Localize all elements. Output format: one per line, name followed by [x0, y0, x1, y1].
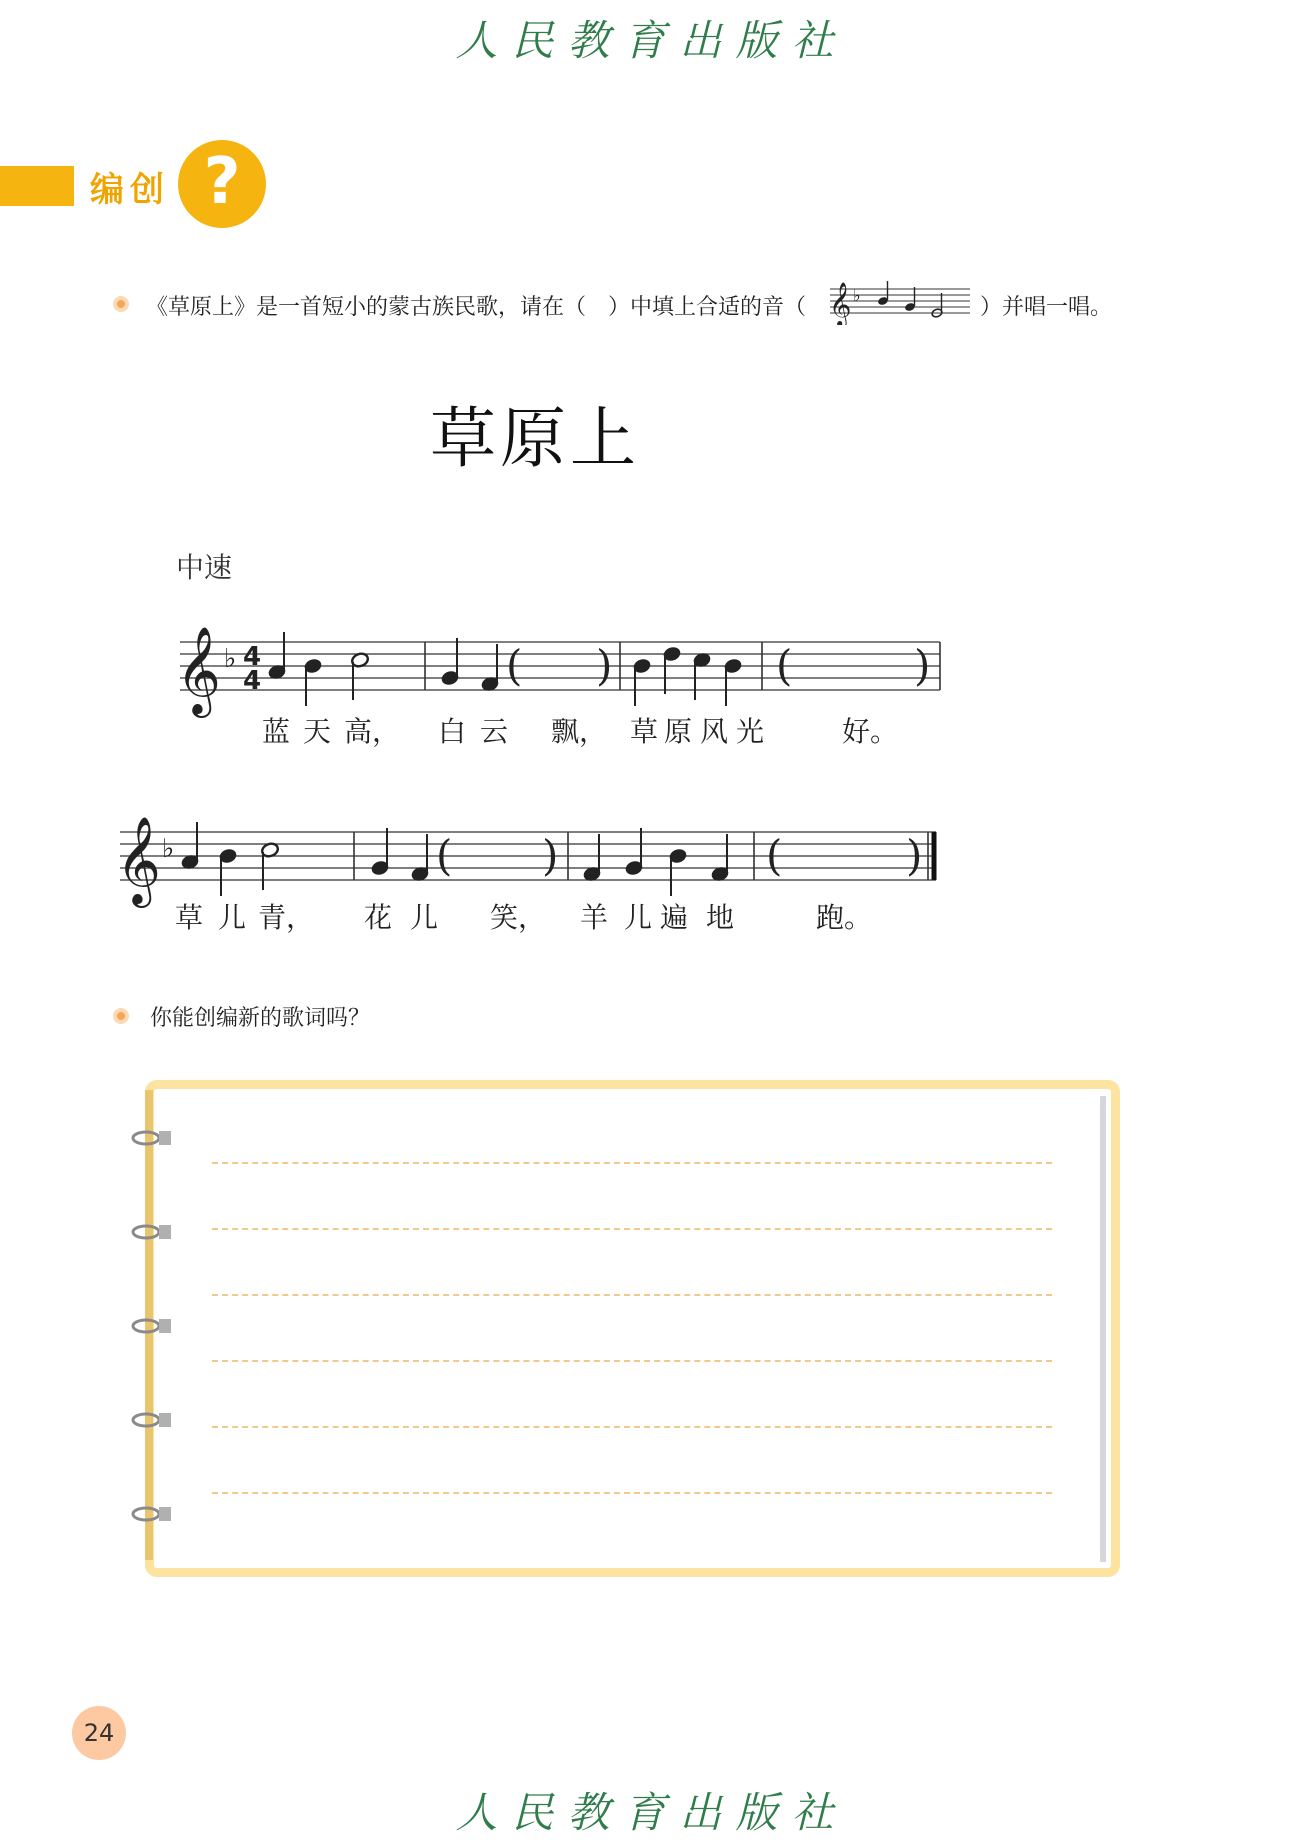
spiral-ring-icon: [131, 1222, 175, 1242]
lyric-13: 儿: [218, 901, 247, 934]
section-bar: [0, 166, 74, 206]
instruction-2-text: 你能创编新的歌词吗？: [150, 1006, 371, 1031]
lyric-12: 草: [175, 901, 204, 934]
lyric-15: 花: [364, 901, 393, 934]
treble-clef-icon: 𝄞: [829, 282, 852, 325]
music-staff-line-2: [110, 800, 940, 910]
svg-text:): ): [596, 641, 613, 690]
svg-text:(: (: [776, 641, 793, 690]
lyrics-notebook: [145, 1080, 1120, 1577]
song-title: 草原上: [430, 400, 640, 477]
music-staff-line-1: [170, 610, 950, 720]
lyric-22: 跑。: [816, 901, 873, 934]
spiral-ring-icon: [131, 1316, 175, 1336]
lyric-17: 笑，: [490, 901, 547, 934]
lyric-11: 好。: [842, 715, 899, 748]
instruction-1-text: 《草原上》是一首短小的蒙古族民歌，请在（ ）中填上合适的音（: [146, 295, 807, 320]
svg-text:(: (: [436, 831, 453, 880]
lyric-7: 草: [630, 715, 659, 748]
svg-text:): ): [906, 831, 923, 880]
lyric-20: 遍: [660, 901, 689, 934]
publisher-header: 人民教育出版社: [455, 16, 848, 65]
lyric-14: 青，: [258, 901, 315, 934]
lyric-19: 儿: [624, 901, 653, 934]
svg-text:(: (: [766, 831, 783, 880]
treble-clef-icon: 𝄞: [176, 625, 221, 714]
spiral-ring-icon: [131, 1128, 175, 1148]
mini-staff-notes: [825, 275, 975, 325]
lyric-2: 天: [303, 715, 332, 748]
writing-line[interactable]: [212, 1492, 1052, 1494]
instruction-1-end: ）并唱一唱。: [980, 295, 1113, 320]
lyric-10: 光: [736, 715, 765, 748]
svg-text:♭: ♭: [853, 286, 861, 305]
spiral-ring-icon: [131, 1410, 175, 1430]
svg-text:): ): [914, 641, 931, 690]
lyric-3: 高，: [344, 715, 401, 748]
writing-line[interactable]: [212, 1360, 1052, 1362]
lyric-8: 原: [664, 715, 693, 748]
writing-line[interactable]: [212, 1294, 1052, 1296]
tempo-marking: 中速: [176, 551, 233, 584]
writing-line[interactable]: [212, 1162, 1052, 1164]
writing-line[interactable]: [212, 1228, 1052, 1230]
page-number: 24: [72, 1706, 126, 1760]
lyric-21: 地: [706, 901, 735, 934]
svg-text:♭: ♭: [162, 834, 175, 864]
svg-text:♭: ♭: [224, 644, 237, 674]
section-title: 编创: [90, 170, 170, 210]
lyric-9: 风: [700, 715, 729, 748]
svg-text:4: 4: [243, 642, 262, 672]
lyric-16: 儿: [410, 901, 439, 934]
orange-dot-icon: [113, 1008, 129, 1024]
lyric-5: 云: [480, 715, 509, 748]
lyric-18: 羊: [580, 901, 609, 934]
publisher-footer: 人民教育出版社: [455, 1788, 848, 1837]
spiral-ring-icon: [131, 1504, 175, 1524]
svg-text:4: 4: [243, 666, 262, 696]
lyric-1: 蓝: [262, 715, 291, 748]
lyric-4: 白: [438, 715, 467, 748]
svg-text:): ): [542, 831, 559, 880]
notebook-page-edge: [1100, 1096, 1106, 1562]
writing-line[interactable]: [212, 1426, 1052, 1428]
lightbulb-question-icon: ?: [178, 140, 266, 228]
treble-clef-icon: 𝄞: [116, 815, 161, 904]
lyric-6: 飘，: [551, 715, 608, 748]
svg-text:(: (: [506, 641, 523, 690]
orange-dot-icon: [113, 296, 129, 312]
